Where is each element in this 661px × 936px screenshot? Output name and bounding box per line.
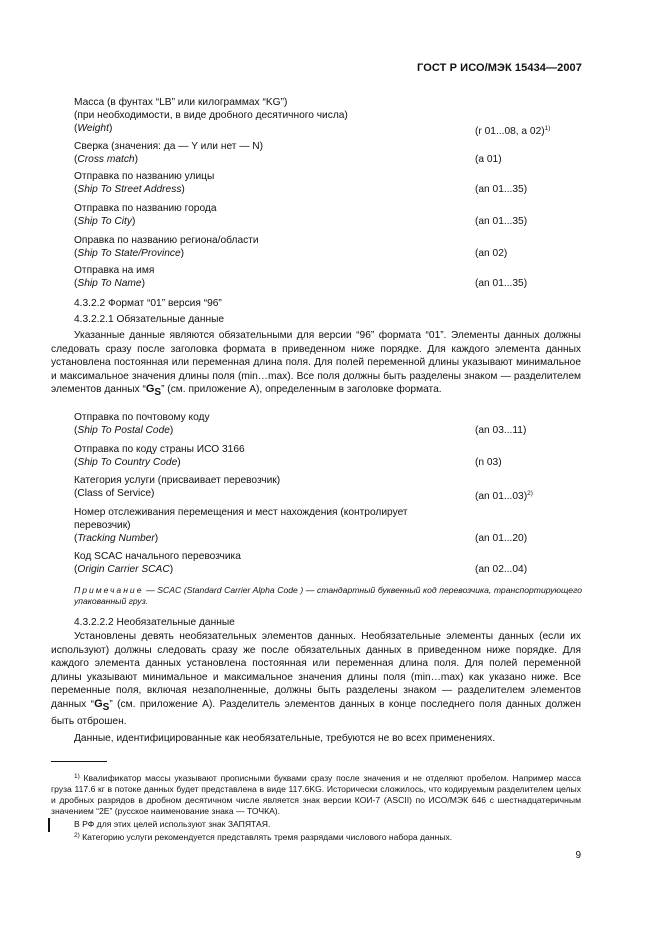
entry-description-line: (при необходимости, в виде дробного десятичного числа)	[74, 110, 348, 121]
data-element-entry	[74, 411, 582, 437]
entry-english-name: Ship To Country Code	[77, 457, 178, 468]
entry-english-name-line: (Cross match) (a 01)	[74, 154, 502, 165]
entry-english-name-line: (Ship To City) (an 01...35)	[74, 216, 528, 227]
entry-format-code: (an 03...11)	[475, 425, 527, 436]
footnote-2: $^{2)}$ Категорию услуги рекомендуется представлять тремя разрядами числового набора данных.	[74, 832, 453, 842]
entry-english-name: Origin Carrier SCAC	[77, 564, 170, 575]
footnote-1-rf: В РФ для этих целей используют знак ЗАПЯТАЯ.	[74, 819, 271, 829]
entry-english-name-line: (Origin Carrier SCAC) (an 02...04)	[74, 564, 528, 575]
entry-format-code: (n 03)	[475, 457, 502, 468]
data-element-entry	[74, 474, 582, 500]
entry-description-line: Оправка по названию региона/области	[74, 235, 259, 246]
entry-description-line: Отправка по названию улицы	[74, 171, 215, 182]
entry-english-name: Ship To Name	[77, 278, 142, 289]
entry-format-code: (an 01...35)	[475, 216, 528, 227]
data-element-entry	[74, 140, 582, 166]
entry-description-line: Отправка по коду страны ИСО 3166	[74, 444, 245, 455]
data-element-entry	[74, 234, 582, 260]
entry-format-code: (an 01...35)	[475, 184, 528, 195]
entry-format-code: (r 01...08, a 02)$^{1)}$	[475, 125, 551, 137]
entry-description-line: Отправка по почтовому коду	[74, 412, 210, 423]
entry-english-name: Class of Service	[77, 488, 152, 499]
entry-description-line: перевозчик)	[74, 520, 131, 531]
entry-english-name: Ship To Postal Code	[77, 425, 170, 436]
entry-english-name-line: (Ship To Postal Code) (an 03...11)	[74, 425, 527, 436]
entry-description-line: Код SCAC начального перевозчика	[74, 551, 241, 562]
data-element-entry	[74, 506, 582, 545]
entry-description-line: Отправка на имя	[74, 265, 155, 276]
data-element-entry	[74, 443, 582, 469]
change-bar	[48, 818, 50, 832]
gs-separator-symbol: $G_S$	[145, 383, 162, 399]
note: Примечание — SCAC (Standard Carrier Alpha Code ) — стандартный буквенный код перевозчика, транспортирующего упакованный груз.	[74, 585, 582, 606]
optional-data-note-paragraph: Данные, идентифицированные как необязательные, требуются не во всех применениях.	[74, 733, 496, 744]
document-header: ГОСТ Р ИСО/МЭК 15434—2007	[417, 62, 582, 74]
entry-english-name-line: (Tracking Number) (an 01...20)	[74, 533, 528, 544]
data-element-entry	[74, 170, 582, 196]
data-element-entry	[74, 202, 582, 228]
required-data-paragraph: Указанные данные являются обязательными для версии “96” формата “01”. Элементы данных должны следовать сразу после заголовка формата в приведенном ниже порядке. Для каждого элемента данных установлена постоянная или переменная длина поля. Для полей переменной длины указывают минимальное и максимальное значения длины поля (min…max). Все поля должны быть разделены знаком — разделителем элементов данных “$G_S$” (см. приложение А), определенным в заголовке формата.	[51, 330, 581, 399]
entry-english-name-line: (Ship To Name) (an 01...35)	[74, 278, 528, 289]
entry-english-name-line: (Ship To Country Code) (n 03)	[74, 457, 502, 468]
gs-separator-symbol: $G_S$	[94, 697, 110, 713]
page-number: 9	[575, 850, 581, 861]
entry-english-name: Cross match	[77, 154, 135, 165]
entry-description-line: Масса (в фунтах “LB” или килограммах “KG”)	[74, 97, 288, 108]
entry-format-code: (an 01...35)	[475, 278, 528, 289]
footnote-1: $^{1)}$ Квалификатор массы указывают прописными буквами сразу после значения и не отделяют пробелом. Например масса груза 117.6 кг в потоке данных будет представлена в виде 117.6KG. Исторически сложилось, что кодируемым разделителем целых и дробных разрядов в дробном десятичном числе является знак версии КОИ-7 (ASCII) по ИСО/МЭК 646 с шестнадцатеричным значением “2E” (русское наименование знака — ТОЧКА).	[51, 773, 581, 816]
entry-format-code: (an 02...04)	[475, 564, 528, 575]
section-4-3-2-2: 4.3.2.2 Формат “01” версия “96”	[74, 298, 222, 309]
entry-description-line: Номер отслеживания перемещения и мест нахождения (контролирует	[74, 507, 408, 518]
entry-english-name: Ship To State/Province	[77, 248, 181, 259]
entry-description-line: Сверка (значения: да — Y или нет — N)	[74, 141, 264, 152]
entry-english-name-line: (Class of Service) (an 01...03)$^{2)}$	[74, 488, 533, 502]
entry-format-code: (an 02)	[475, 248, 508, 259]
data-element-entry	[74, 264, 582, 290]
footnote-ref: 1)	[544, 125, 551, 132]
entry-english-name: Weight	[77, 123, 109, 134]
section-4-3-2-2-2: 4.3.2.2.2 Необязательные данные	[74, 617, 235, 628]
footnote-ref: 2)	[527, 490, 533, 497]
data-element-entry	[74, 96, 582, 135]
data-element-entry	[74, 550, 582, 576]
entry-format-code: (a 01)	[475, 154, 502, 165]
entry-english-name: Tracking Number	[77, 533, 155, 544]
entry-english-name-line: (Ship To State/Province) (an 02)	[74, 248, 508, 259]
entry-description-line: Категория услуги (присваивает перевозчик)	[74, 475, 281, 486]
entry-english-name-line: (Ship To Street Address) (an 01...35)	[74, 184, 528, 195]
entry-english-name: Ship To Street Address	[77, 184, 182, 195]
entry-format-code: (an 01...20)	[475, 533, 528, 544]
optional-data-paragraph: Установлены девять необязательных элементов данных. Необязательные элементы данных (если их используют) должны следовать сразу же после обязательных данных в приведенном ниже порядке. Для каждого элемента данных установлена постоянная или переменная длина поля. Для полей переменной длины указывают минимальное и максимальное значения длины поля (min…max) как указано ниже. Все переменные поля, включая незаполненные, должны быть разделены знаком — разделителем элементов данных “$G_S$” (см. приложение А). Разделитель элементов данных в конце последнего поля данных должен быть отброшен.	[51, 631, 581, 727]
entry-description-line: Отправка по названию города	[74, 203, 217, 214]
entry-english-name-line: (Weight) (r 01...08, a 02)$^{1)}$	[74, 123, 551, 137]
entry-format-code: (an 01...03)$^{2)}$	[475, 490, 533, 502]
section-4-3-2-2-1: 4.3.2.2.1 Обязательные данные	[74, 314, 225, 325]
entry-english-name: Ship To City	[77, 216, 132, 227]
footnote-separator	[51, 761, 107, 762]
